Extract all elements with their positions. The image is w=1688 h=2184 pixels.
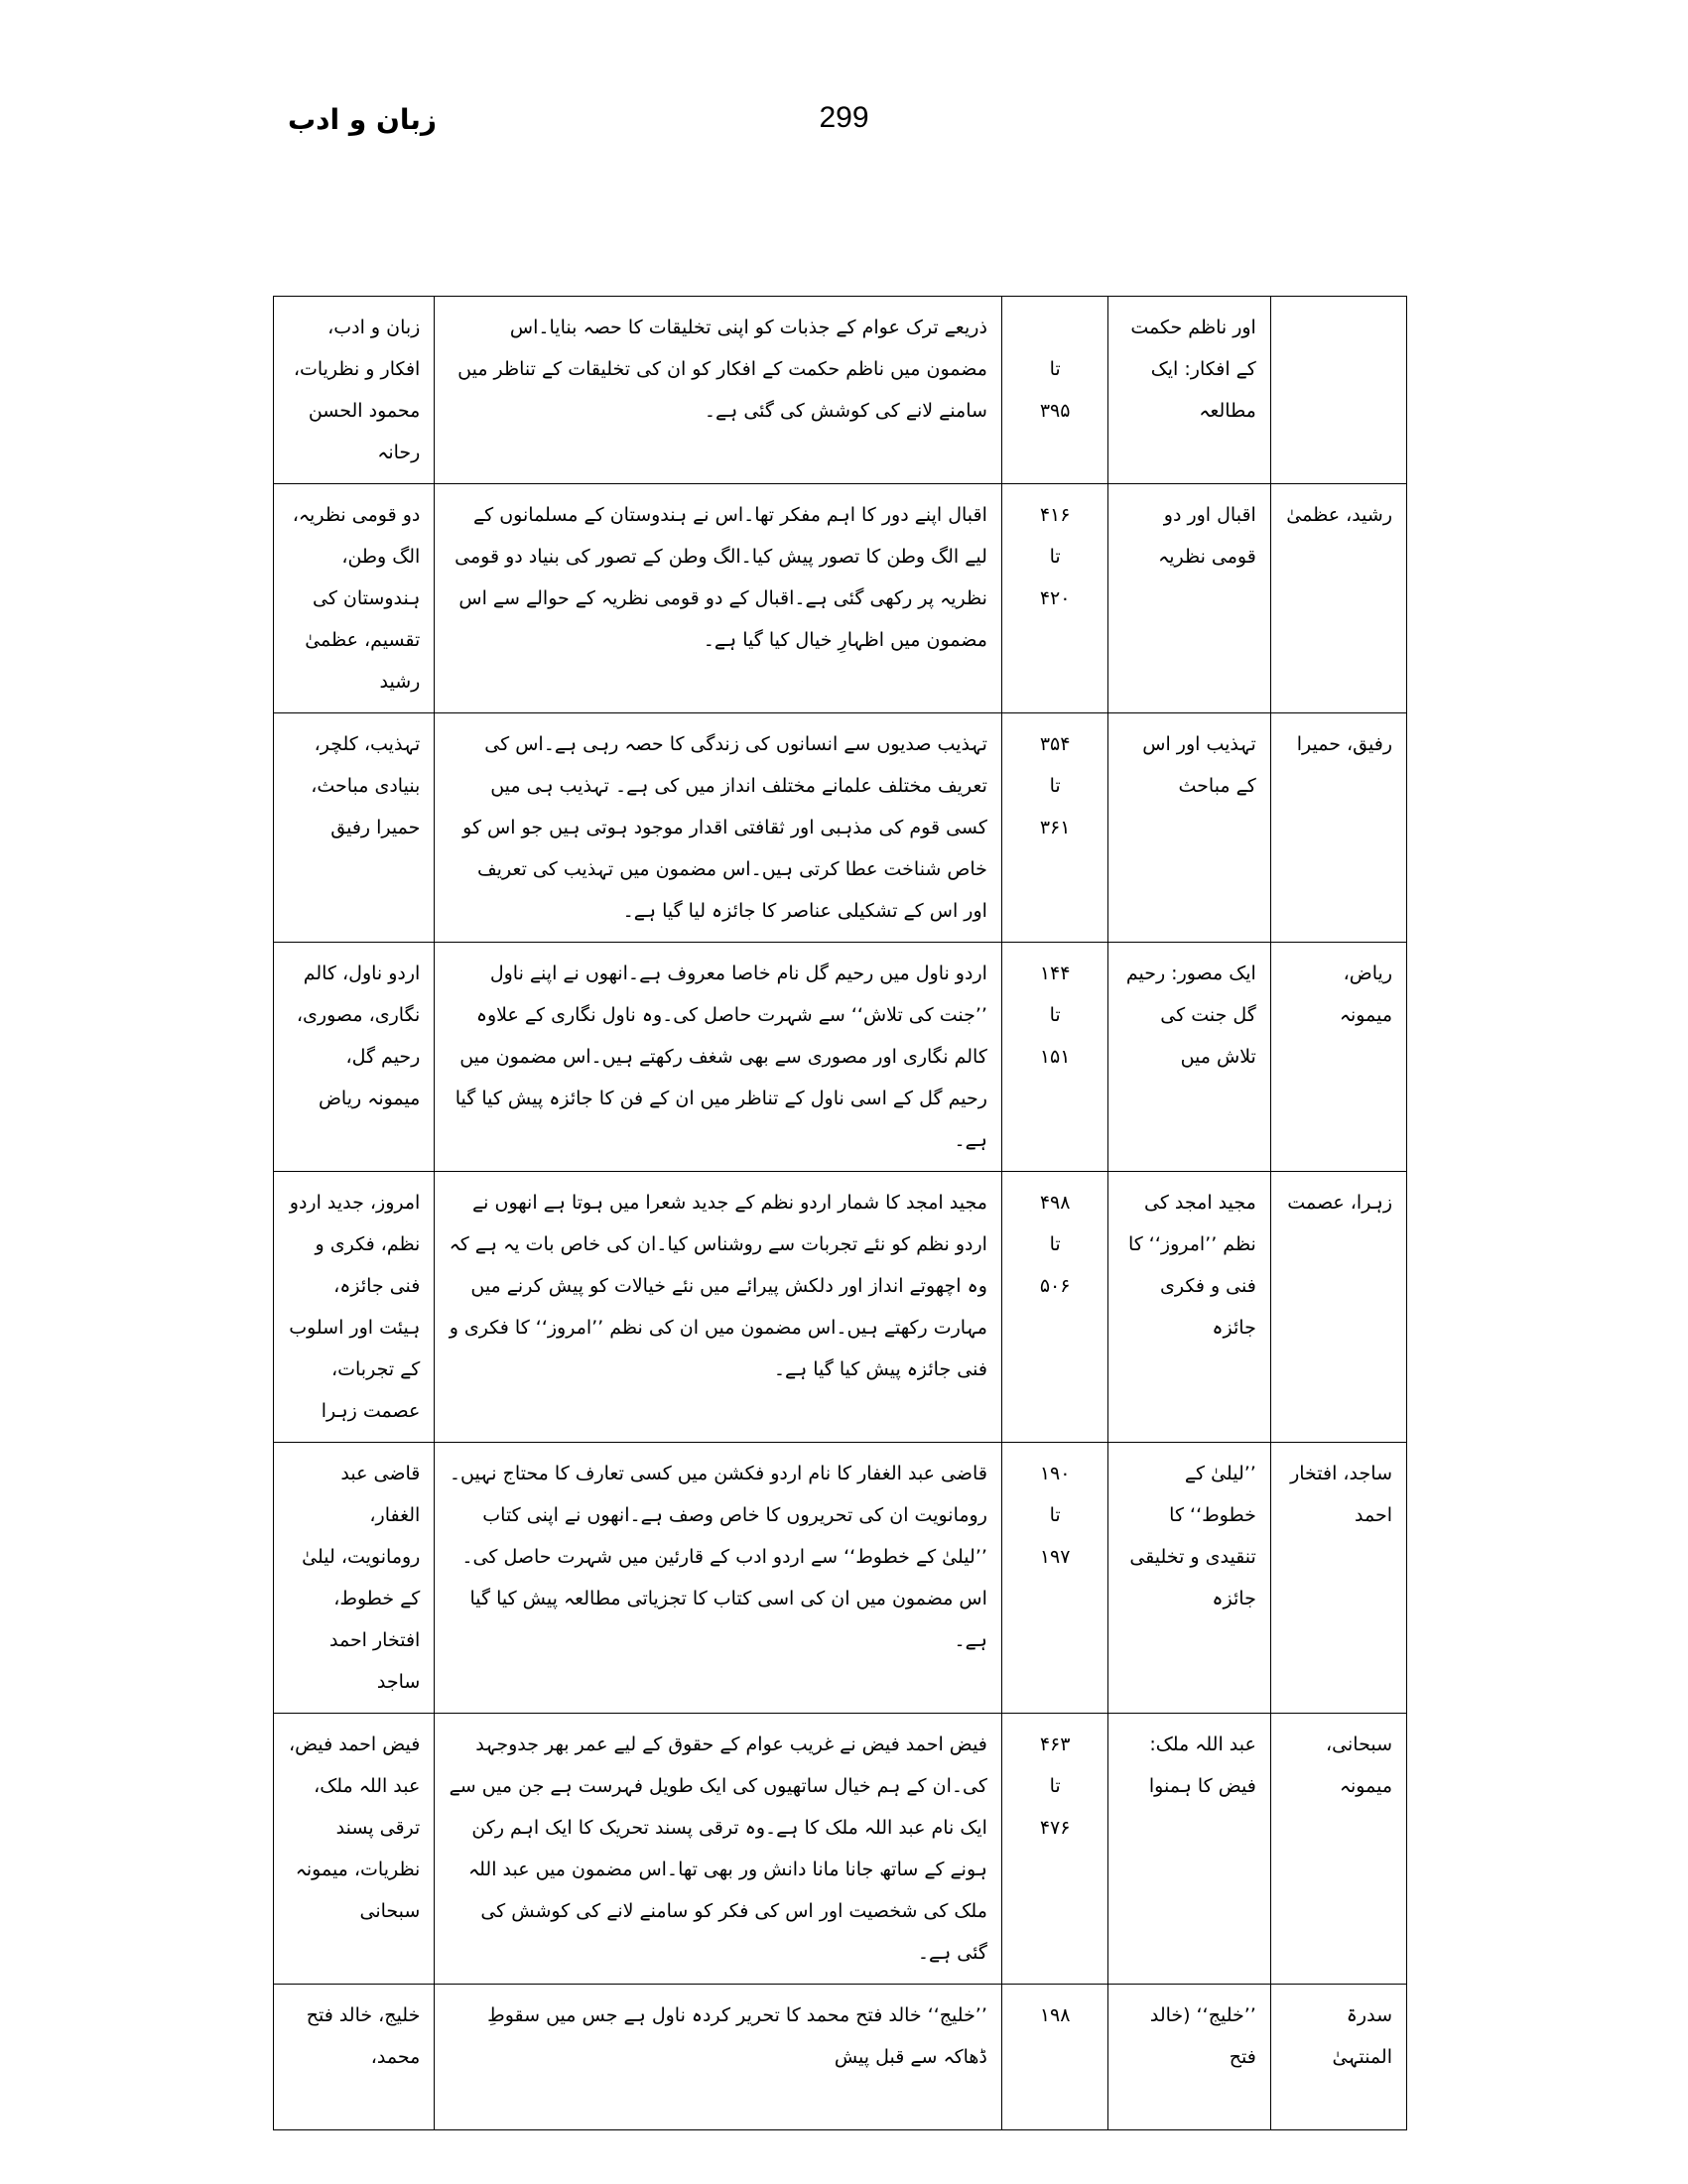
keywords-cell: زبان و ادب، افکار و نظریات، محمود الحسن رحانہ <box>274 297 435 484</box>
keywords-cell: دو قومی نظریہ، الگ وطن، ہندوستان کی تقسیم، عظمیٰ رشید <box>274 484 435 713</box>
page-range-part: ۴۱۶ <box>1039 504 1071 526</box>
table-row <box>274 943 1407 1172</box>
page-range-part: تا <box>1049 1775 1061 1797</box>
pages-cell <box>1001 1714 1107 1985</box>
abstract-cell: فیض احمد فیض نے غریب عوام کے حقوق کے لیے عمر بھر جدوجہد کی۔ان کے ہم خیال ساتھیوں کی ایک طویل فہرست ہے جن میں سے ایک نام عبد اللہ ملک کا ہے۔وہ ترقی پسند تحریک کا ایک اہم رکن ہونے کے ساتھ جانا مانا دانش ور بھی تھا۔اس مضمون میں عبد اللہ ملک کی شخصیت اور اس کی فکر کو سامنے لانے کی کوشش کی گئی ہے۔ <box>435 1714 1002 1985</box>
page-range-part: ۱۹۷ <box>1039 1546 1071 1568</box>
page-range-part: تا <box>1049 1004 1061 1026</box>
page-range-part: ۵۰۶ <box>1039 1275 1071 1297</box>
page-range-part: تا <box>1049 1504 1061 1526</box>
page-range-part: ۴۲۰ <box>1039 587 1071 609</box>
abstract-cell: تہذیب صدیوں سے انسانوں کی زندگی کا حصہ رہی ہے۔اس کی تعریف مختلف علمانے مختلف انداز میں کی ہے۔ تہذیب ہی میں کسی قوم کی مذہبی اور ثقافتی اقدار موجود ہوتی ہیں جو اس کو خاص شناخت عطا کرتی ہیں۔اس مضمون میں تہذیب کی تعریف اور اس کے تشکیلی عناصر کا جائزہ لیا گیا ہے۔ <box>435 713 1002 943</box>
title-cell: ’’خلیج‘‘ (خالد فتح <box>1108 1985 1270 2130</box>
page-range-part: ۴۶۳ <box>1039 1734 1071 1755</box>
keywords-cell: اردو ناول، کالم نگاری، مصوری، رحیم گل، میمونہ ریاض <box>274 943 435 1172</box>
pages-cell <box>1001 1443 1107 1714</box>
author-cell: ریاض، میمونہ <box>1270 943 1406 1172</box>
page-range-part: تا <box>1049 1233 1061 1255</box>
page-range-part: ۴۹۸ <box>1039 1192 1071 1214</box>
page-range-part <box>1016 2036 1094 2078</box>
author-cell: ساجد، افتخار احمد <box>1270 1443 1406 1714</box>
keywords-cell: قاضی عبد الغفار، رومانویت، لیلیٰ کے خطوط، افتخار احمد ساجد <box>274 1443 435 1714</box>
title-cell: تہذیب اور اس کے مباحث <box>1108 713 1270 943</box>
author-cell: زہرا، عصمت <box>1270 1172 1406 1443</box>
table-row <box>274 297 1407 484</box>
pages-cell <box>1001 1172 1107 1443</box>
title-cell: اور ناظم حکمت کے افکار: ایک مطالعہ <box>1108 297 1270 484</box>
title-cell: ایک مصور: رحیم گل جنت کی تلاش میں <box>1108 943 1270 1172</box>
page-range-part: ۱۹۰ <box>1039 1463 1071 1484</box>
page-range-part <box>1016 307 1094 348</box>
keywords-cell: خلیج، خالد فتح محمد، <box>274 1985 435 2130</box>
abstract-cell: اقبال اپنے دور کا اہم مفکر تھا۔اس نے ہندوستان کے مسلمانوں کے لیے الگ وطن کا تصور پیش کیا۔الگ وطن کے تصور کی بنیاد دو قومی نظریہ پر رکھی گئی ہے۔اقبال کے دو قومی نظریہ کے حوالے سے اس مضمون میں اظہارِ خیال کیا گیا ہے۔ <box>435 484 1002 713</box>
pages-cell <box>1001 713 1107 943</box>
table-row <box>274 1172 1407 1443</box>
author-cell: رشید، عظمیٰ <box>1270 484 1406 713</box>
abstract-cell: مجید امجد کا شمار اردو نظم کے جدید شعرا میں ہوتا ہے انھوں نے اردو نظم کو نئے تجربات سے روشناس کیا۔ان کی خاص بات یہ ہے کہ وہ اچھوتے انداز اور دلکش پیرائے میں نئے خیالات کو پیش کرنے میں مہارت رکھتے ہیں۔اس مضمون میں ان کی نظم ’’امروز‘‘ کا فکری و فنی جائزہ پیش کیا گیا ہے۔ <box>435 1172 1002 1443</box>
abstract-cell: اردو ناول میں رحیم گل نام خاصا معروف ہے۔انھوں نے اپنے ناول ’’جنت کی تلاش‘‘ سے شہرت حاصل کی۔وہ ناول نگاری کے علاوہ کالم نگاری اور مصوری سے بھی شغف رکھتے ہیں۔اس مضمون میں رحیم گل کے اسی ناول کے تناظر میں ان کے فن کا جائزہ پیش کیا گیا ہے۔ <box>435 943 1002 1172</box>
abstract-cell: ’’خلیج‘‘ خالد فتح محمد کا تحریر کردہ ناول ہے جس میں سقوطِ ڈھاکہ سے قبل پیش <box>435 1985 1002 2130</box>
table-row <box>274 484 1407 713</box>
pages-cell <box>1001 297 1107 484</box>
page-number: 299 <box>819 101 869 134</box>
pages-cell <box>1001 484 1107 713</box>
abstract-cell: قاضی عبد الغفار کا نام اردو فکشن میں کسی تعارف کا محتاج نہیں۔رومانویت ان کی تحریروں کا خاص وصف ہے۔انھوں نے اپنی کتاب ’’لیلیٰ کے خطوط‘‘ سے اردو ادب کے قارئین میں شہرت حاصل کی۔اس مضمون میں ان کی اسی کتاب کا تجزیاتی مطالعہ پیش کیا گیا ہے۔ <box>435 1443 1002 1714</box>
bibliography-table <box>273 296 1407 2130</box>
abstract-cell: ذریعے ترک عوام کے جذبات کو اپنی تخلیقات کا حصہ بنایا۔اس مضمون میں ناظم حکمت کے افکار کو ان کی تخلیقات کے تناظر میں سامنے لانے کی کوشش کی گئی ہے۔ <box>435 297 1002 484</box>
keywords-cell: امروز، جدید اردو نظم، فکری و فنی جائزہ، ہیئت اور اسلوب کے تجربات، عصمت زہرا <box>274 1172 435 1443</box>
page-range-part: ۳۹۵ <box>1039 400 1071 422</box>
page-range-part <box>1016 2078 1094 2120</box>
author-cell: سبحانی، میمونہ <box>1270 1714 1406 1985</box>
page-range-part: تا <box>1049 546 1061 568</box>
title-cell: مجید امجد کی نظم ’’امروز‘‘ کا فنی و فکری جائزہ <box>1108 1172 1270 1443</box>
table-row <box>274 713 1407 943</box>
table-row <box>274 1443 1407 1714</box>
author-cell: رفیق، حمیرا <box>1270 713 1406 943</box>
author-cell: سدرۃ المنتہیٰ <box>1270 1985 1406 2130</box>
title-cell: اقبال اور دو قومی نظریہ <box>1108 484 1270 713</box>
keywords-cell: تہذیب، کلچر، بنیادی مباحث، حمیرا رفیق <box>274 713 435 943</box>
author-cell <box>1270 297 1406 484</box>
pages-cell <box>1001 943 1107 1172</box>
page-range-part: تا <box>1049 775 1061 797</box>
table-row <box>274 1714 1407 1985</box>
page-range-part: ۱۴۴ <box>1039 963 1071 984</box>
title-cell: عبد اللہ ملک: فیض کا ہمنوا <box>1108 1714 1270 1985</box>
table-row <box>274 1985 1407 2130</box>
page-range-part: ۱۵۱ <box>1039 1046 1071 1068</box>
journal-title: زبان و ادب <box>288 103 438 136</box>
page-range-part: ۳۵۴ <box>1039 733 1071 755</box>
page-range-part: ۳۶۱ <box>1039 817 1071 838</box>
pages-cell <box>1001 1985 1107 2130</box>
page-range-part: ۱۹۸ <box>1039 2004 1071 2026</box>
keywords-cell: فیض احمد فیض، عبد اللہ ملک، ترقی پسند نظریات، میمونہ سبحانی <box>274 1714 435 1985</box>
page-range-part: تا <box>1049 358 1061 380</box>
page-range-part: ۴۷۶ <box>1039 1817 1071 1839</box>
title-cell: ’’لیلیٰ کے خطوط‘‘ کا تنقیدی و تخلیقی جائزہ <box>1108 1443 1270 1714</box>
